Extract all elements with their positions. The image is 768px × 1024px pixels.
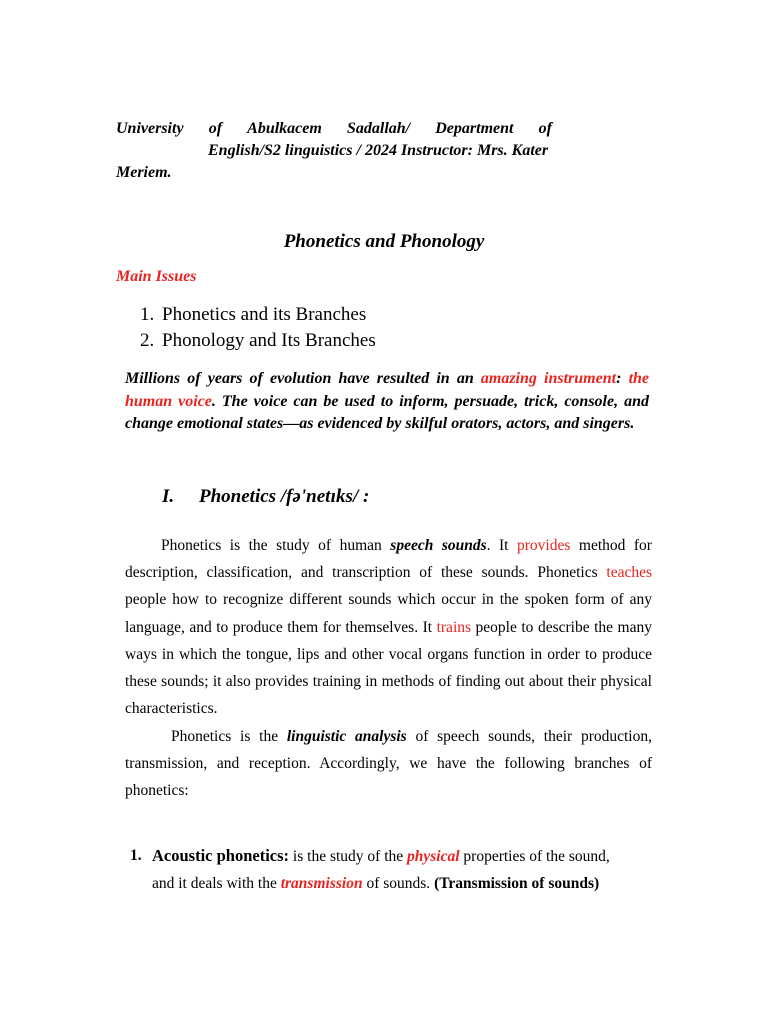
branch-list-item xyxy=(130,842,632,897)
section-number: I. xyxy=(162,486,175,507)
list-item xyxy=(140,328,376,354)
header-word: Abulkacem xyxy=(247,120,322,137)
branch-text: of sounds. xyxy=(362,875,435,893)
body-paragraph-2 xyxy=(125,723,652,805)
list-item-text: Phonetics and its Branches xyxy=(162,304,367,325)
paragraph-text: people how to recognize different sounds which occur in the spoken form of any language, and to produce them for themselves. It xyxy=(125,591,652,636)
branch-colon: : xyxy=(283,846,290,865)
branch-text: properties of the sound, and it deals with the xyxy=(152,848,610,893)
paragraph-emphasis: speech sounds xyxy=(390,537,487,554)
branch-number: 1. xyxy=(130,847,142,864)
main-issues-heading: Main Issues xyxy=(116,268,197,285)
branch-term: Acoustic phonetics xyxy=(152,846,284,865)
branch-highlight: transmission xyxy=(280,875,363,893)
intro-quote xyxy=(125,368,649,436)
quote-text: . The voice can be used to inform, persuade, trick, console, and change emotional states—as evidenced by skilful orators, actors, and singers. xyxy=(125,392,650,433)
paragraph-emphasis: linguistic analysis xyxy=(286,728,407,745)
paragraph-text: Phonetics is the xyxy=(171,728,287,745)
header-line-2: English/S2 linguistics / 2024 Instructor: Mrs. Kater xyxy=(208,142,549,159)
section-heading xyxy=(162,486,369,508)
branch-body xyxy=(152,842,632,897)
branch-highlight: physical xyxy=(407,848,460,865)
paragraph-highlight: teaches xyxy=(606,564,652,582)
branch-text: is the study of the xyxy=(289,848,408,865)
header-word: of xyxy=(208,120,223,137)
list-item-number: 2. xyxy=(140,330,155,351)
quote-text: : xyxy=(616,370,629,387)
main-issues-list xyxy=(140,302,376,354)
header-line-3: Meriem. xyxy=(116,164,172,181)
paragraph-highlight: provides xyxy=(517,537,571,554)
quote-text: Millions of years of evolution have resulted in an xyxy=(125,370,481,387)
header-word: of xyxy=(538,120,552,137)
paragraph-text: of speech sounds, their production, transmission, and reception. Accordingly, we have the following branches of phonetics: xyxy=(125,728,652,800)
body-paragraph-1 xyxy=(125,532,652,722)
section-title: Phonetics /fə'netɪks/ : xyxy=(199,486,370,507)
paragraph-highlight: trains xyxy=(436,618,472,636)
list-item xyxy=(140,302,376,328)
paragraph-text: Phonetics is the study of human xyxy=(161,537,391,554)
paragraph-text: method for description, classification, and transcription of these sounds. Phonetics xyxy=(125,537,652,582)
quote-highlight: the human voice xyxy=(125,370,650,410)
header-word: Department xyxy=(435,120,514,137)
quote-highlight: amazing instrument xyxy=(480,370,617,387)
branch-note: (Transmission of sounds) xyxy=(434,875,600,893)
document-title: Phonetics and Phonology xyxy=(283,231,485,252)
header-word: Sadallah/ xyxy=(346,120,411,137)
list-item-number: 1. xyxy=(140,304,155,325)
header-word: University xyxy=(116,120,184,137)
paragraph-text: . It xyxy=(486,537,517,554)
paragraph-text: people to describe the many ways in which the tongue, lips and other vocal organs function in order to produce these sounds; it also provides training in methods of finding out about their physical characteristics. xyxy=(125,618,652,718)
document-header xyxy=(116,118,552,184)
list-item-text: Phonology and Its Branches xyxy=(162,330,376,351)
header-line-1 xyxy=(116,118,552,140)
